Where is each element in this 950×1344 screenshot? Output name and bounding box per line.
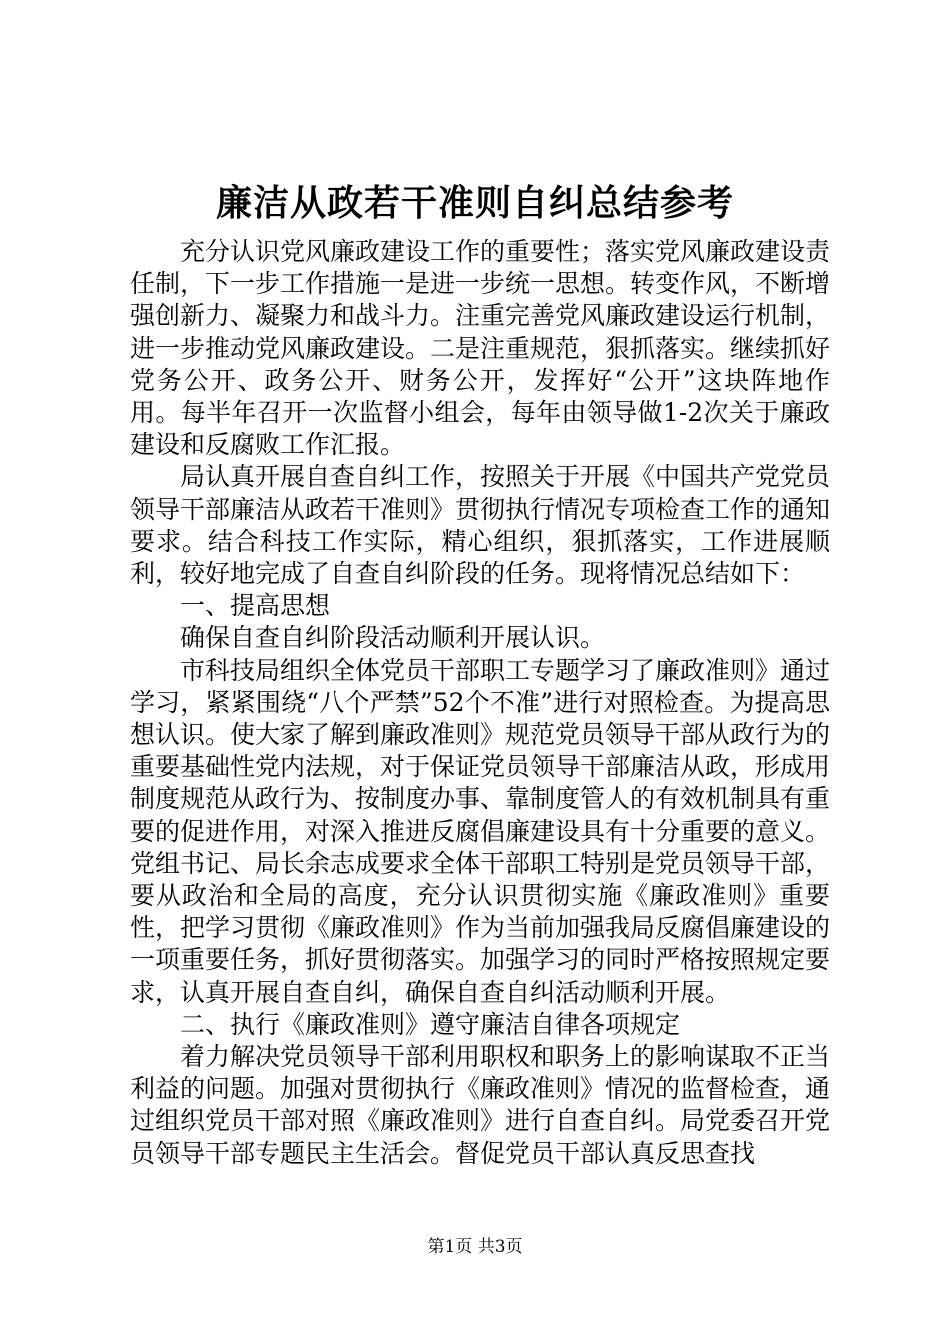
document-title: 廉洁从政若干准则自纠总结参考 — [215, 183, 734, 224]
section-heading: 一、提高思想 — [180, 591, 331, 621]
paragraph: 市科技局组织全体党员干部职工专题学习了廉政准则》通过学习，紧紧围绕“八个严禁”52个不准”进行对照检查。为提高思想认识。使大家了解到廉政准则》规范党员领导干部从政行为的重要基础性党内法规，对于保证党员领导干部廉洁从政，形成用制度规范从政行为、按制度办事、靠制度管人的有效机制具有重要的促进作用，对深入推进反腐倡廉建设具有十分重要的意义。党组书记、局长余志成要求全体干部职工特别是党员领导干部，要从政治和全局的高度，充分认识贯彻实施《廉政准则》重要性，把学习贯彻《廉政准则》作为当前加强我局反腐倡廉建设的一项重要任务，抓好贯彻落实。加强学习的同时严格按照规定要求，认真开展自查自纠，确保自查自纠活动顺利开展。 — [130, 655, 831, 1007]
paragraph: 局认真开展自查自纠工作，按照关于开展《中国共产党党员领导干部廉洁从政若干准则》贯彻执行情况专项检查工作的通知要求。结合科技工作实际，精心组织，狠抓落实，工作进展顺利，较好地完成了自查自纠阶段的任务。现将情况总结如下： — [130, 462, 831, 589]
paragraph: 充分认识党风廉政建设工作的重要性；落实党风廉政建设责任制，下一步工作措施一是进一步统一思想。转变作风，不断增强创新力、凝聚力和战斗力。注重完善党风廉政建设运行机制，进一步推动党风廉政建设。二是注重规范，狠抓落实。继续抓好党务公开、政务公开、财务公开，发挥好“公开”这块阵地作用。每半年召开一次监督小组会，每年由领导做1-2次关于廉政建设和反腐败工作汇报。 — [130, 237, 831, 460]
document-body — [130, 236, 830, 1170]
page-number: 第1页 共3页 — [427, 1237, 523, 1257]
section-heading: 二、执行《廉政准则》遵守廉洁自律各项规定 — [180, 1009, 681, 1039]
paragraph: 确保自查自纠阶段活动顺利开展认识。 — [180, 623, 606, 653]
paragraph: 着力解决党员领导干部利用职权和职务上的影响谋取不正当利益的问题。加强对贯彻执行《廉政准则》情况的监督检查，通过组织党员干部对照《廉政准则》进行自查自纠。局党委召开党员领导干部专题民主生活会。督促党员干部认真反思查找 — [130, 1042, 831, 1168]
